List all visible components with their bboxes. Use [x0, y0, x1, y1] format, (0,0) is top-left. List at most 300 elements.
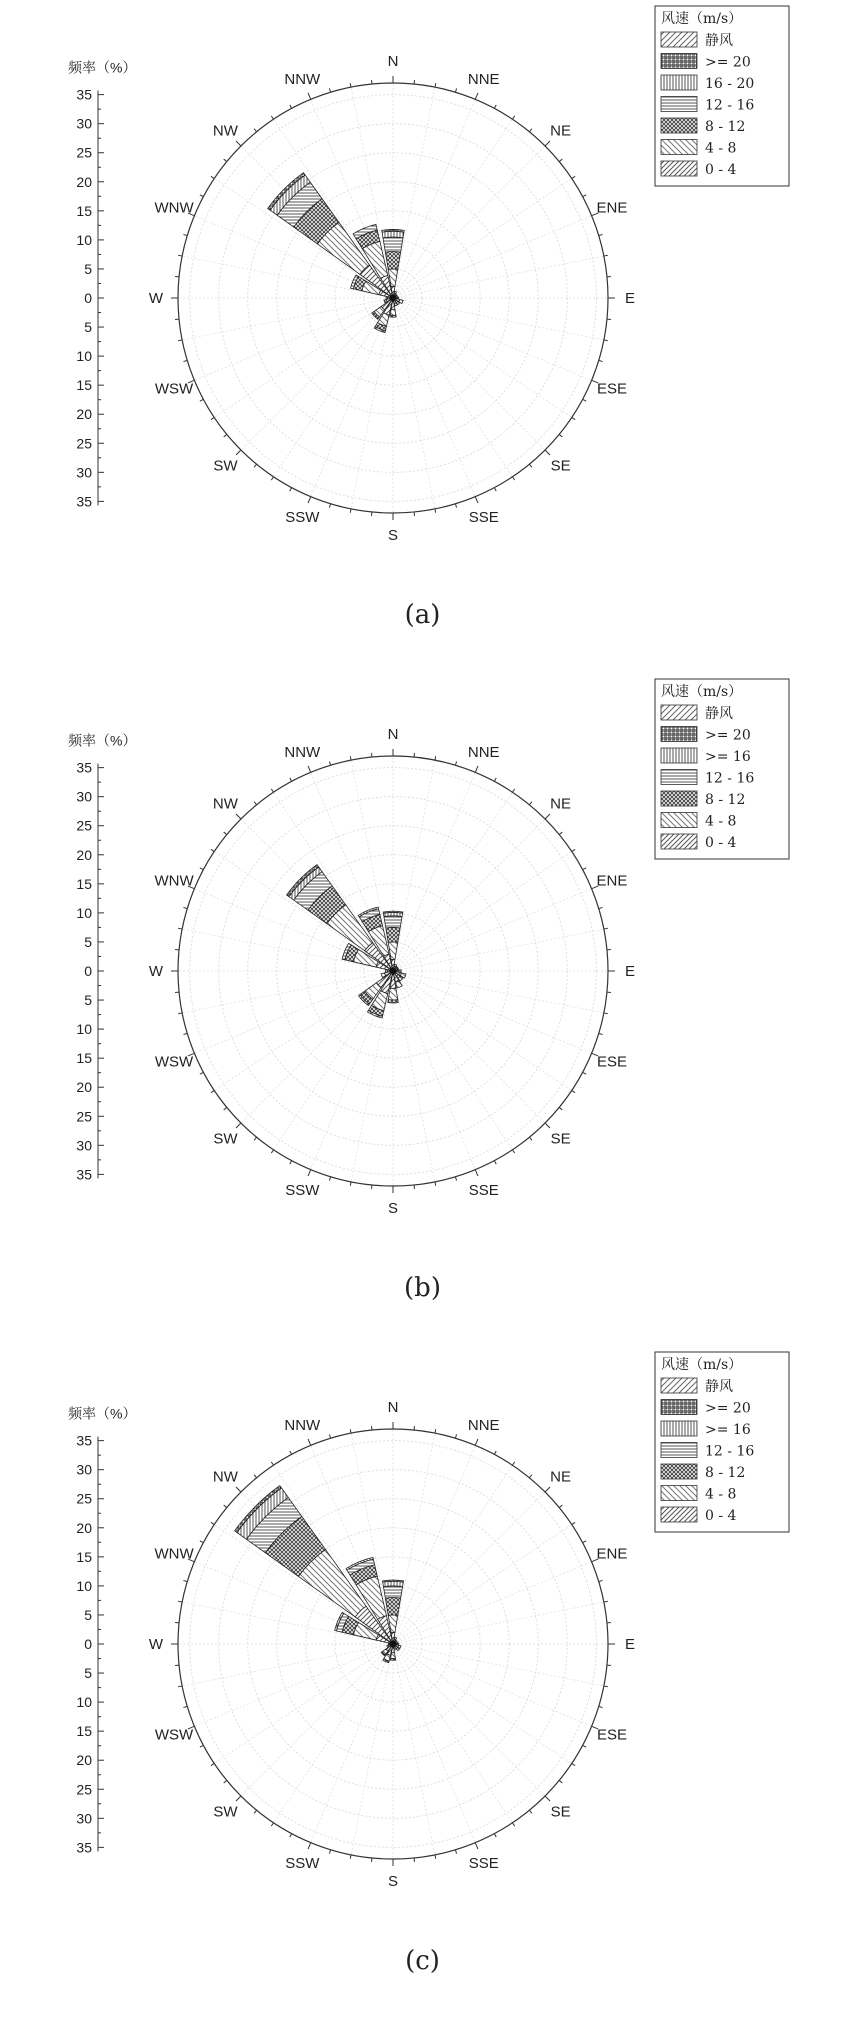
legend-swatch: [661, 748, 697, 763]
grid-spoke: [393, 1644, 572, 1763]
circle-tick: [583, 195, 587, 197]
legend-swatch: [661, 791, 697, 806]
direction-label-wnw: WNW: [154, 1545, 194, 1563]
petal-e: [398, 1643, 399, 1645]
circle-tick: [350, 1429, 351, 1433]
radial-tick-label: 10: [76, 231, 92, 248]
petal-w: [386, 297, 387, 299]
legend-swatch: [661, 770, 697, 785]
legend-title: 风速（m/s）: [661, 1357, 743, 1373]
circle-tick: [290, 488, 292, 492]
circle-tick: [599, 1033, 603, 1034]
petal-wsw: [384, 300, 387, 303]
circle-tick: [183, 360, 187, 361]
grid-spoke: [311, 1644, 393, 1843]
circle-tick: [494, 1451, 496, 1455]
circle-tick: [529, 129, 532, 132]
direction-label-ssw: SSW: [285, 508, 320, 526]
direction-label-w: W: [148, 290, 164, 307]
direction-label-e: E: [624, 290, 636, 307]
circle-tick: [572, 1090, 575, 1092]
legend-entry: >= 16: [705, 749, 751, 765]
grid-spoke: [393, 772, 475, 971]
circle-tick: [545, 1123, 550, 1128]
direction-label-s: S: [387, 1200, 399, 1217]
circle-tick: [494, 778, 496, 782]
circle-tick: [435, 1429, 436, 1433]
circle-tick: [583, 1541, 587, 1543]
petal-n: [385, 1598, 400, 1616]
circle-tick: [183, 1706, 187, 1707]
direction-label-wsw: WSW: [154, 1726, 194, 1744]
radial-tick-label: 25: [76, 144, 92, 161]
circle-tick: [512, 116, 514, 119]
legend-swatch: [661, 32, 697, 47]
direction-label-nnw: NNW: [284, 71, 321, 89]
circle-tick: [211, 417, 214, 419]
circle-tick: [271, 1462, 273, 1465]
circle-tick: [178, 255, 182, 256]
circle-tick: [329, 761, 330, 765]
direction-label-nw: NW: [212, 1468, 238, 1486]
petal-e: [399, 970, 401, 973]
circle-tick: [329, 1850, 330, 1854]
circle-tick: [308, 1843, 311, 1849]
circle-tick: [200, 1541, 204, 1543]
circle-tick: [211, 849, 214, 851]
wind-rose-chart-a: [0, 0, 845, 673]
legend-entry: 8 - 12: [705, 792, 746, 808]
grid-spoke: [194, 298, 393, 380]
calm-center: [390, 968, 397, 975]
circle-tick: [572, 849, 575, 851]
direction-label-nne: NNE: [467, 744, 500, 762]
legend-swatch: [661, 834, 697, 849]
circle-tick: [308, 1170, 311, 1176]
circle-tick: [236, 814, 241, 819]
legend: [655, 6, 789, 186]
petal-e: [398, 297, 399, 299]
circle-tick: [200, 1745, 204, 1747]
legend-entry: 8 - 12: [705, 1465, 746, 1481]
direction-label-se: SE: [550, 1130, 571, 1148]
grid-spoke: [194, 1644, 393, 1726]
legend: [655, 1352, 789, 1532]
circle-tick: [224, 832, 227, 835]
radial-tick-label: 25: [76, 1490, 92, 1507]
petal-w: [385, 970, 387, 972]
circle-tick: [604, 340, 608, 341]
circle-tick: [224, 1505, 227, 1508]
radial-tick-label: 35: [76, 1839, 92, 1856]
direction-label-e: E: [624, 963, 636, 980]
direction-label-wsw: WSW: [154, 1053, 194, 1071]
circle-tick: [545, 1487, 550, 1492]
circle-tick: [271, 789, 273, 792]
circle-tick: [545, 141, 550, 146]
circle-tick: [350, 83, 351, 87]
grid-spoke: [274, 971, 393, 1150]
legend-entry: 0 - 4: [705, 835, 737, 851]
circle-tick: [475, 1439, 478, 1445]
petal-n: [386, 927, 400, 942]
petal-sse: [396, 981, 403, 988]
circle-tick: [475, 1843, 478, 1849]
petal-s: [388, 1000, 398, 1003]
petal-n: [382, 231, 404, 238]
radial-tick-label: 15: [76, 1723, 92, 1740]
legend-entry: 4 - 8: [705, 813, 737, 830]
radial-tick-label: 20: [76, 1519, 92, 1536]
circle-tick: [604, 1601, 608, 1602]
legend-swatch: [661, 75, 697, 90]
wind-rose-chart-b: [0, 673, 845, 1346]
legend-entry: >= 20: [705, 1400, 751, 1417]
circle-tick: [572, 417, 575, 419]
direction-label-e: E: [624, 1636, 636, 1653]
grid-spoke: [393, 298, 545, 450]
circle-tick: [254, 1810, 257, 1813]
direction-label-ne: NE: [550, 795, 572, 813]
circle-tick: [211, 1522, 214, 1524]
circle-tick: [599, 907, 603, 908]
radial-tick-label: 5: [84, 933, 92, 950]
legend-entry: 12 - 16: [705, 97, 755, 114]
direction-label-wnw: WNW: [154, 872, 194, 890]
radial-tick-label: 25: [76, 817, 92, 834]
petal-n: [384, 916, 402, 928]
legend-swatch: [661, 727, 697, 742]
petal-s: [390, 309, 396, 315]
direction-label-ne: NE: [550, 122, 572, 140]
circle-tick: [290, 1161, 292, 1165]
circle-tick: [583, 1745, 587, 1747]
circle-tick: [200, 1072, 204, 1074]
grid-spoke: [274, 298, 393, 477]
circle-tick: [545, 450, 550, 455]
legend-swatch: [661, 1486, 697, 1501]
circle-tick: [236, 1487, 241, 1492]
legend-entry: 静风: [705, 1379, 733, 1395]
circle-tick: [350, 1182, 351, 1186]
circle-tick: [494, 1834, 496, 1838]
legend-swatch: [661, 54, 697, 69]
circle-tick: [529, 1475, 532, 1478]
grid-spoke: [393, 1644, 545, 1796]
circle-tick: [512, 477, 514, 480]
circle-tick: [254, 129, 257, 132]
radial-tick-label: 0: [84, 963, 92, 979]
grid-spoke: [274, 792, 393, 971]
direction-label-ene: ENE: [596, 872, 628, 890]
calm-center: [390, 1641, 397, 1648]
grid-spoke: [393, 1644, 475, 1843]
circle-tick: [435, 1855, 436, 1859]
petal-s: [390, 315, 396, 317]
grid-spoke: [393, 298, 572, 417]
circle-tick: [583, 868, 587, 870]
radial-tick-label: 30: [76, 115, 92, 132]
grid-spoke: [393, 298, 512, 477]
grid-spoke: [393, 971, 512, 1150]
radial-tick-label: 30: [76, 1810, 92, 1827]
legend-entry: 12 - 16: [705, 770, 755, 787]
circle-tick: [271, 1823, 273, 1826]
circle-tick: [254, 802, 257, 805]
circle-tick: [545, 814, 550, 819]
circle-tick: [529, 464, 532, 467]
radial-tick-label: 30: [76, 1461, 92, 1478]
circle-tick: [308, 766, 311, 772]
grid-spoke: [274, 1644, 393, 1823]
circle-tick: [559, 1505, 562, 1508]
radial-axis-title: 频率（%）: [68, 1405, 137, 1422]
circle-tick: [475, 766, 478, 772]
direction-label-ese: ESE: [596, 1726, 627, 1744]
circle-tick: [599, 234, 603, 235]
circle-tick: [604, 1686, 608, 1687]
wind-rose-chart-c: [0, 1346, 845, 2019]
circle-tick: [254, 1475, 257, 1478]
direction-label-w: W: [148, 963, 164, 980]
radial-tick-label: 10: [76, 1021, 92, 1038]
legend-entry: 静风: [705, 33, 733, 49]
circle-tick: [178, 928, 182, 929]
radial-tick-label: 0: [84, 1636, 92, 1652]
direction-label-sse: SSE: [468, 1181, 499, 1199]
calm-center: [390, 295, 397, 302]
petal-n: [385, 252, 400, 270]
direction-label-ssw: SSW: [285, 1181, 320, 1199]
radial-tick-label: 5: [84, 319, 92, 336]
grid-spoke: [393, 889, 592, 971]
circle-tick: [599, 1580, 603, 1581]
circle-tick: [290, 1834, 292, 1838]
petal-wsw: [387, 1645, 389, 1647]
circle-tick: [211, 176, 214, 178]
legend-entry: 12 - 16: [705, 1443, 755, 1460]
grid-spoke: [241, 298, 393, 450]
wind-rose-panel-c: [0, 1346, 845, 2019]
radial-tick-label: 25: [76, 1781, 92, 1798]
circle-tick: [254, 464, 257, 467]
radial-axis-title: 频率（%）: [68, 732, 137, 749]
circle-tick: [350, 509, 351, 513]
circle-tick: [455, 504, 456, 508]
grid-spoke: [393, 819, 545, 971]
circle-tick: [211, 1090, 214, 1092]
grid-spoke: [393, 971, 572, 1090]
radial-tick-label: 5: [84, 1606, 92, 1623]
radial-tick-label: 0: [84, 290, 92, 306]
radial-tick-label: 30: [76, 1137, 92, 1154]
legend-swatch: [661, 1400, 697, 1415]
direction-label-n: N: [387, 726, 399, 743]
direction-label-nne: NNE: [467, 1417, 500, 1435]
direction-label-s: S: [387, 527, 399, 544]
legend-entry: 0 - 4: [705, 162, 737, 178]
circle-tick: [290, 105, 292, 109]
direction-label-sse: SSE: [468, 508, 499, 526]
circle-tick: [236, 1796, 241, 1801]
radial-tick-label: 20: [76, 1752, 92, 1769]
circle-tick: [599, 1706, 603, 1707]
direction-label-ese: ESE: [596, 1053, 627, 1071]
legend-swatch: [661, 161, 697, 176]
circle-tick: [308, 1439, 311, 1445]
petal-ene: [397, 968, 399, 970]
circle-tick: [236, 1123, 241, 1128]
petal-n: [383, 237, 403, 252]
direction-label-se: SE: [550, 1803, 571, 1821]
caption-c: (c): [405, 1946, 440, 1976]
radial-tick-label: 10: [76, 1694, 92, 1711]
circle-tick: [475, 497, 478, 503]
grid-spoke: [241, 1644, 393, 1796]
circle-tick: [583, 1072, 587, 1074]
circle-tick: [512, 789, 514, 792]
circle-tick: [435, 83, 436, 87]
circle-tick: [545, 1796, 550, 1801]
direction-label-ene: ENE: [596, 1545, 628, 1563]
circle-tick: [599, 360, 603, 361]
legend-entry: >= 20: [705, 54, 751, 71]
legend-entry: 8 - 12: [705, 119, 746, 135]
circle-tick: [455, 1850, 456, 1854]
circle-tick: [604, 255, 608, 256]
circle-tick: [455, 1434, 456, 1438]
circle-tick: [308, 93, 311, 99]
circle-tick: [435, 1182, 436, 1186]
circle-tick: [224, 1780, 227, 1783]
direction-label-nnw: NNW: [284, 744, 321, 762]
grid-spoke: [393, 1562, 592, 1644]
radial-tick-label: 35: [76, 1166, 92, 1183]
grid-spoke: [393, 119, 512, 298]
grid-spoke: [393, 1445, 475, 1644]
direction-label-wnw: WNW: [154, 199, 194, 217]
direction-label-wsw: WSW: [154, 380, 194, 398]
circle-tick: [435, 509, 436, 513]
circle-tick: [604, 928, 608, 929]
radial-tick-label: 5: [84, 992, 92, 1009]
radial-tick-label: 5: [84, 260, 92, 277]
radial-tick-label: 15: [76, 875, 92, 892]
direction-label-sw: SW: [213, 457, 238, 475]
radial-tick-label: 10: [76, 348, 92, 365]
legend-entry: 4 - 8: [705, 1486, 737, 1503]
radial-tick-label: 35: [76, 493, 92, 510]
circle-tick: [200, 399, 204, 401]
grid-spoke: [393, 1644, 592, 1726]
radial-tick-label: 20: [76, 406, 92, 423]
legend-swatch: [661, 1443, 697, 1458]
circle-tick: [572, 1763, 575, 1765]
petal-s: [391, 1653, 396, 1659]
circle-tick: [559, 1780, 562, 1783]
direction-label-n: N: [387, 53, 399, 70]
grid-spoke: [393, 1525, 572, 1644]
radial-tick-label: 20: [76, 173, 92, 190]
grid-spoke: [393, 1492, 545, 1644]
legend-swatch: [661, 1378, 697, 1393]
circle-tick: [475, 93, 478, 99]
circle-tick: [329, 1177, 330, 1181]
circle-tick: [559, 1107, 562, 1110]
circle-tick: [290, 1451, 292, 1455]
petal-sse: [394, 1648, 396, 1650]
circle-tick: [435, 756, 436, 760]
circle-tick: [329, 504, 330, 508]
legend-entry: 静风: [705, 706, 733, 722]
legend-entry: >= 20: [705, 727, 751, 744]
radial-tick-label: 30: [76, 464, 92, 481]
circle-tick: [254, 1137, 257, 1140]
grid-spoke: [393, 146, 545, 298]
radial-tick-label: 35: [76, 1432, 92, 1449]
caption-b: (b): [404, 1273, 441, 1303]
circle-tick: [494, 105, 496, 109]
circle-tick: [475, 1170, 478, 1176]
grid-spoke: [393, 1465, 512, 1644]
legend: [655, 679, 789, 859]
direction-label-nne: NNE: [467, 71, 500, 89]
radial-tick-label: 20: [76, 846, 92, 863]
legend-swatch: [661, 97, 697, 112]
grid-spoke: [393, 1644, 512, 1823]
radial-tick-label: 10: [76, 1577, 92, 1594]
direction-label-n: N: [387, 1399, 399, 1416]
legend-swatch: [661, 705, 697, 720]
radial-tick-label: 5: [84, 1665, 92, 1682]
grid-spoke: [214, 971, 393, 1090]
grid-spoke: [214, 298, 393, 417]
circle-tick: [572, 1522, 575, 1524]
grid-spoke: [393, 792, 512, 971]
direction-label-s: S: [387, 1873, 399, 1890]
circle-tick: [290, 778, 292, 782]
legend-entry: 4 - 8: [705, 140, 737, 157]
circle-tick: [455, 88, 456, 92]
radial-axis-title: 频率（%）: [68, 59, 137, 76]
circle-tick: [350, 756, 351, 760]
circle-tick: [455, 761, 456, 765]
circle-tick: [271, 477, 273, 480]
circle-tick: [183, 1580, 187, 1581]
direction-label-sw: SW: [213, 1130, 238, 1148]
circle-tick: [529, 1810, 532, 1813]
circle-tick: [224, 159, 227, 162]
circle-tick: [329, 88, 330, 92]
circle-tick: [200, 195, 204, 197]
petal-s: [388, 988, 398, 1000]
circle-tick: [200, 868, 204, 870]
radial-tick-label: 10: [76, 904, 92, 921]
circle-tick: [604, 1013, 608, 1014]
circle-tick: [572, 176, 575, 178]
caption-a: (a): [404, 600, 441, 630]
direction-label-sse: SSE: [468, 1854, 499, 1872]
circle-tick: [529, 1137, 532, 1140]
radial-tick-label: 25: [76, 1108, 92, 1125]
circle-tick: [178, 1686, 182, 1687]
circle-tick: [455, 1177, 456, 1181]
grid-spoke: [393, 971, 592, 1053]
circle-tick: [583, 399, 587, 401]
legend-title: 风速（m/s）: [661, 684, 743, 700]
circle-tick: [329, 1434, 330, 1438]
circle-tick: [183, 907, 187, 908]
